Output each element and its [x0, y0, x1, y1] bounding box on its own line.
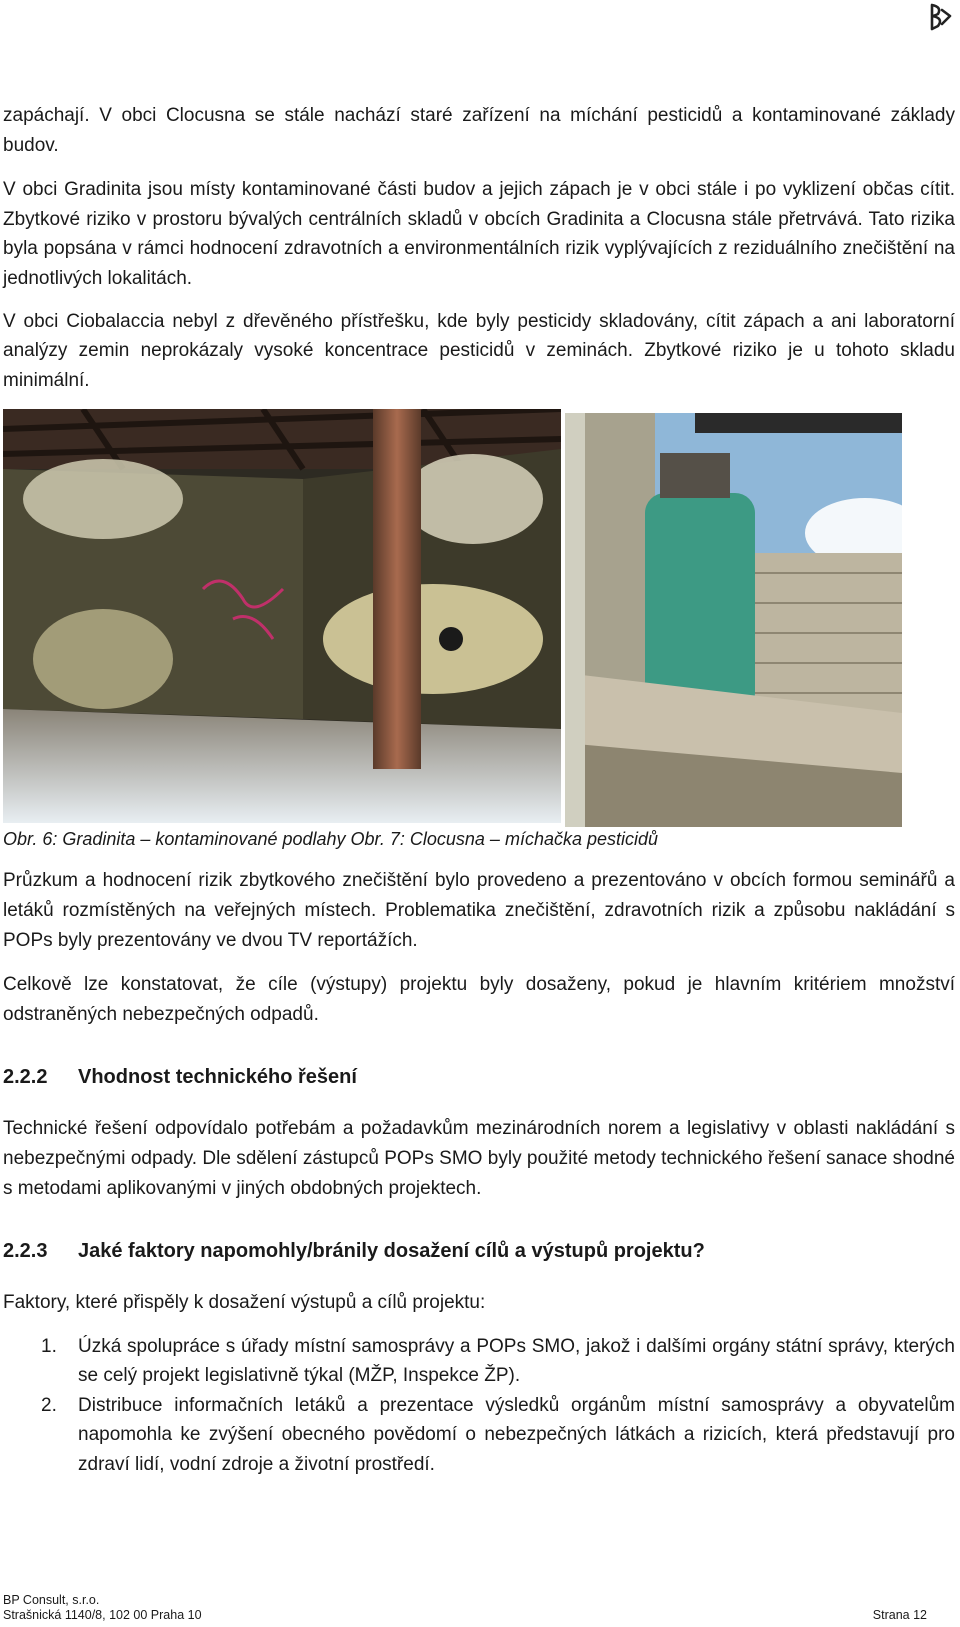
- section-number: 2.2.3: [3, 1240, 48, 1263]
- paragraph-5: Celkově lze konstatovat, že cíle (výstupy) projektu byly dosaženy, pokud je hlavním kritériem množství odstraněných nebezpečných odpadů.: [3, 974, 955, 1025]
- list-item: [3, 1391, 955, 1480]
- section-heading-2-2-2: [3, 1062, 955, 1092]
- section-title: Vhodnost technického řešení: [78, 1066, 357, 1089]
- paragraph-3: V obci Ciobalaccia nebyl z dřevěného přístřešku, kde byly pesticidy skladovány, cítit zápach a ani laboratorní analýzy zemin neprokázaly vysoké koncentrace pesticidů v zeminách. Zbytkové riziko je u tohoto skladu minimální.: [3, 310, 955, 391]
- clocusna-pesticide-mixer-photo: [565, 413, 902, 827]
- footer-address: [3, 1593, 202, 1623]
- paragraph-1: zapáchají. V obci Clocusna se stále nachází staré zařízení na míchání pesticidů a kontaminované základy budov.: [3, 105, 955, 156]
- gradinita-contaminated-floor-photo: [3, 409, 561, 823]
- list-item: [3, 1332, 955, 1391]
- section-title: Jaké faktory napomohly/bránily dosažení cílů a výstupů projektu?: [78, 1240, 705, 1263]
- factors-list: [3, 1332, 955, 1480]
- list-item-text: Úzká spolupráce s úřady místní samosprávy a POPs SMO, jakož i dalšími orgány státní správy, kterých se celý projekt legislativně týkal (MŽP, Inspekce ŽP).: [78, 1335, 955, 1387]
- figure-caption: Obr. 6: Gradinita – kontaminované podlahy Obr. 7: Clocusna – míchačka pesticidů: [3, 829, 659, 850]
- bp-logo-icon: [928, 2, 954, 32]
- document-body: [3, 101, 955, 1480]
- section-number: 2.2.2: [3, 1066, 48, 1089]
- footer-company: BP Consult, s.r.o.: [3, 1593, 100, 1607]
- photo-row: [3, 409, 955, 819]
- list-item-text: Distribuce informačních letáků a prezentace výsledků orgánům místní samosprávy a obyvatelům napomohla ke zvýšení obecného povědomí o nebezpečných látkách a rizicích, která představují pro zdraví lidí, vodní zdroje a životní prostředí.: [78, 1394, 955, 1476]
- paragraph-2: V obci Gradinita jsou místy kontaminované části budov a jejich zápach je v obci stále i po vyklizení občas cítit. Zbytkové riziko v prostoru bývalých centrálních skladů v obcích Gradinita a Clocusna stále přetrvává. Tato rizika byla popsána v rámci hodnocení zdravotních a environmentálních rizik vyplývajících z reziduálního znečištění na jednotlivých lokalitách.: [3, 179, 955, 289]
- footer-street: Strašnická 1140/8, 102 00 Praha 10: [3, 1608, 202, 1622]
- section-2-2-3-intro: Faktory, které přispěly k dosažení výstupů a cílů projektu:: [3, 1292, 486, 1314]
- section-2-2-2-text: Technické řešení odpovídalo potřebám a požadavkům mezinárodních norem a legislativy v oblasti nakládání s nebezpečnými odpady. Dle sdělení zástupců POPs SMO byly použité metody technického řešení sanace shodné s metodami aplikovanými v jiných obdobných projektech.: [3, 1118, 955, 1199]
- page-number: Strana 12: [872, 1608, 927, 1622]
- paragraph-4: Průzkum a hodnocení rizik zbytkového znečištění bylo provedeno a prezentováno v obcích formou seminářů a letáků rozmístěných na veřejných místech. Problematika znečištění, zdravotních rizik a způsobu nakládání s POPs byly prezentovány ve dvou TV reportážích.: [3, 870, 955, 951]
- list-item-number: 1.: [41, 1335, 57, 1357]
- list-item-number: 2.: [41, 1394, 57, 1416]
- section-heading-2-2-3: [3, 1236, 955, 1266]
